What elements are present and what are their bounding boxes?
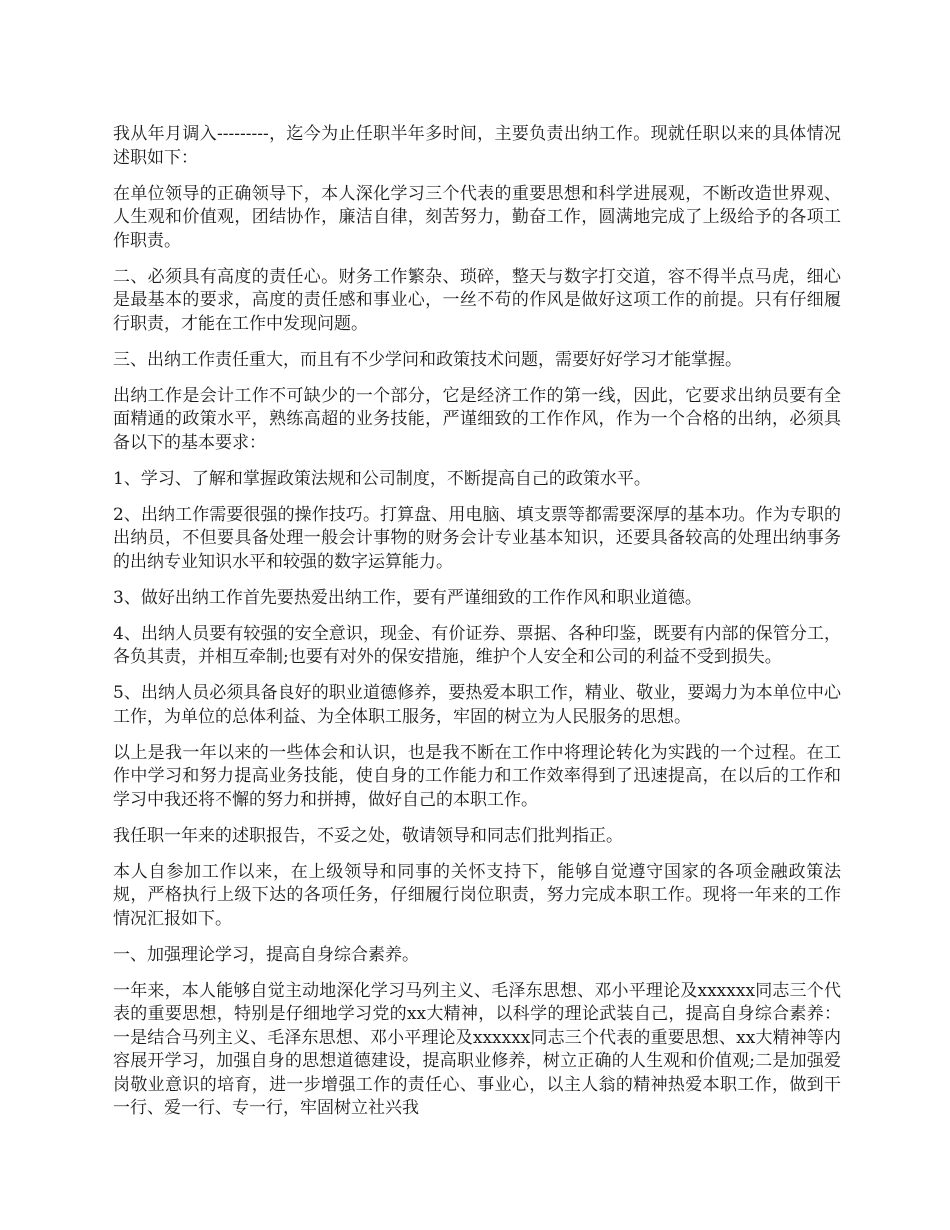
document-page: [113, 123, 841, 1133]
paragraph-requirement-2: 2、出纳工作需要很强的操作技巧。打算盘、用电脑、填支票等都需要深厚的基本功。作为专职的出纳员，不但要具备处理一般会计事物的财务会计专业基本知识，还要具备较高的处理出纳事务的出纳专业知识水平和较强的数字运算能力。: [113, 504, 841, 572]
paragraph-requirement-1: 1、学习、了解和掌握政策法规和公司制度，不断提高自己的政策水平。: [113, 468, 651, 489]
paragraph-intro: 我从年月调入---------，迄今为止任职半年多时间，主要负责出纳工作。现就任职以来的具体情况述职如下：: [113, 124, 841, 168]
paragraph-requirement-3: 3、做好出纳工作首先要热爱出纳工作，要有严谨细致的工作作风和职业道德。: [113, 587, 702, 608]
paragraph-second-report-intro: 本人自参加工作以来，在上级领导和同事的关怀支持下，能够自觉遵守国家的各项金融政策法规，严格执行上级下达的各项任务，仔细履行岗位职责，努力完成本职工作。现将一年来的工作情况汇报如下。: [113, 861, 841, 929]
paragraph-requirement-5: 5、出纳人员必须具备良好的职业道德修养，要热爱本职工作，精业、敬业，要竭力为本单位中心工作，为单位的总体利益、为全体职工服务，牢固的树立为人民服务的思想。: [113, 683, 841, 727]
paragraph-closing: 我任职一年来的述职报告，不妥之处，敬请领导和同志们批判指正。: [113, 825, 623, 846]
paragraph-section-heading-one: 一、加强理论学习，提高自身综合素养。: [113, 944, 419, 965]
paragraph-point-three: 三、出纳工作责任重大，而且有不少学问和政策技术问题，需要好好学习才能掌握。: [113, 349, 742, 370]
paragraph-reflection: 以上是我一年以来的一些体会和认识，也是我不断在工作中将理论转化为实践的一个过程。在工作中学习和努力提高业务技能，使自身的工作能力和工作效率得到了迅速提高，在以后的工作和学习中我还将不懈的努力和拼搏，做好自己的本职工作。: [113, 742, 841, 810]
paragraph-requirement-4: 4、出纳人员要有较强的安全意识，现金、有价证券、票据、各种印鉴，既要有内部的保管分工，各负其责，并相互牵制;也要有对外的保安措施，维护个人安全和公司的利益不受到损失。: [113, 623, 841, 667]
paragraph-theory-study: 一年来，本人能够自觉主动地深化学习马列主义、毛泽东思想、邓小平理论及xxxxxx同志三个代表的重要思想，特别是仔细地学习党的xx大精神，以科学的理论武装自己，提高自身综合素养：一是结合马列主义、毛泽东思想、邓小平理论及xxxxxx同志三个代表的重要思想、xx大精神等内容展开学习，加强自身的思想道德建设，提高职业修养，树立正确的人生观和价值观;二是加强爱岗敬业意识的培育，进一步增强工作的责任心、事业心，以主人翁的精神热爱本职工作，做到干一行、爱一行、专一行，牢固树立社兴我: [113, 980, 841, 1118]
paragraph-cashier-requirements: 出纳工作是会计工作不可缺少的一个部分，它是经济工作的第一线，因此，它要求出纳员要有全面精通的政策水平，熟练高超的业务技能，严谨细致的工作作风，作为一个合格的出纳，必须具备以下的基本要求：: [113, 385, 841, 453]
paragraph-summary: 在单位领导的正确领导下，本人深化学习三个代表的重要思想和科学进展观，不断改造世界观、人生观和价值观，团结协作，廉洁自律，刻苦努力，勤奋工作，圆满地完成了上级给予的各项工作职责。: [113, 183, 841, 251]
paragraph-point-two: 二、必须具有高度的责任心。财务工作繁杂、琐碎，整天与数字打交道，容不得半点马虎，细心是最基本的要求，高度的责任感和事业心，一丝不苟的作风是做好这项工作的前提。只有仔细履行职责，才能在工作中发现问题。: [113, 266, 841, 334]
